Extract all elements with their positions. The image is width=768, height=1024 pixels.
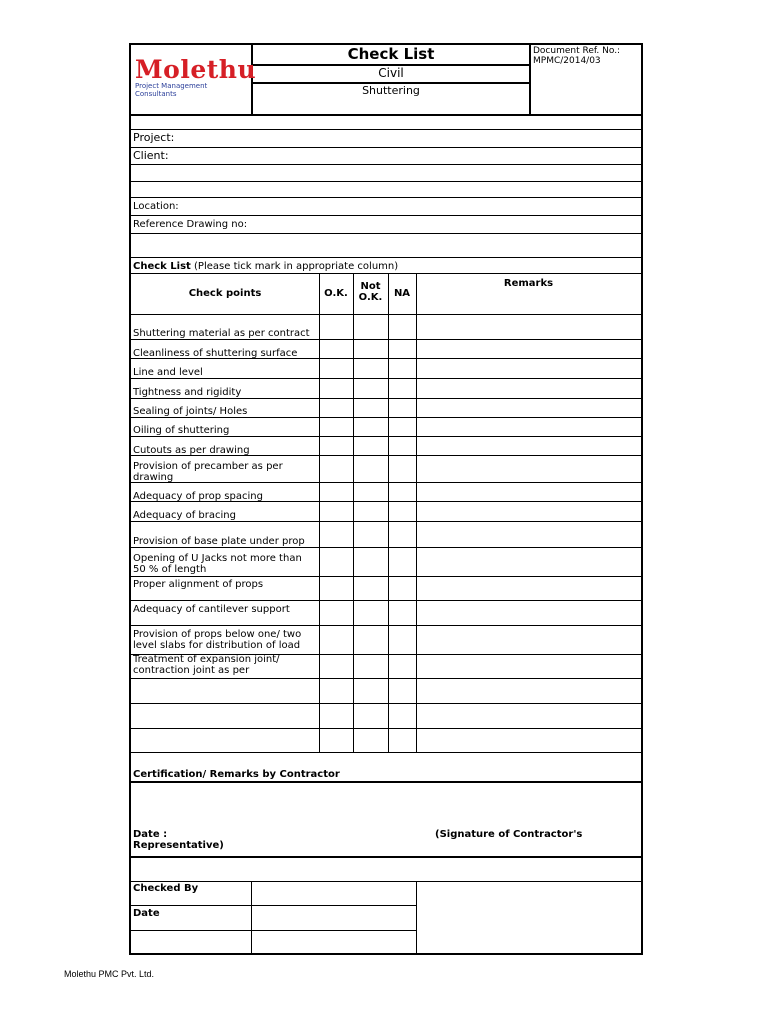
ok-cell[interactable] bbox=[319, 417, 353, 436]
ok-cell[interactable] bbox=[319, 521, 353, 547]
checked-by-label: Checked By bbox=[133, 883, 199, 894]
not-ok-cell[interactable] bbox=[353, 521, 388, 547]
document-ref bbox=[533, 46, 641, 66]
checkpoint-item: Tightness and rigidity bbox=[133, 387, 242, 398]
column-header-not-ok-line1: Not bbox=[360, 281, 381, 292]
not-ok-cell[interactable] bbox=[353, 398, 388, 417]
column-header-not-ok bbox=[353, 281, 388, 303]
remarks-cell[interactable] bbox=[416, 576, 641, 600]
remarks-cell[interactable] bbox=[416, 455, 641, 482]
ok-cell[interactable] bbox=[319, 600, 353, 625]
company-logo bbox=[135, 55, 257, 101]
ok-cell[interactable] bbox=[319, 358, 353, 378]
ok-cell[interactable] bbox=[319, 378, 353, 398]
not-ok-cell[interactable] bbox=[353, 625, 388, 654]
ok-cell[interactable] bbox=[319, 314, 353, 339]
column-header-check-points: Check points bbox=[188, 288, 262, 299]
checkpoint-item: Opening of U Jacks not more than 50 % of length bbox=[133, 553, 302, 575]
not-ok-cell[interactable] bbox=[353, 654, 388, 678]
not-ok-cell[interactable] bbox=[353, 378, 388, 398]
not-ok-cell[interactable] bbox=[353, 455, 388, 482]
na-cell[interactable] bbox=[388, 547, 416, 576]
document-ref-value: MPMC/2014/03 bbox=[533, 56, 601, 66]
certification-date-label: Date : bbox=[133, 829, 168, 840]
na-cell[interactable] bbox=[388, 358, 416, 378]
project-label: Project: bbox=[133, 131, 175, 144]
not-ok-cell[interactable] bbox=[353, 339, 388, 358]
checkpoint-item: Adequacy of cantilever support bbox=[133, 604, 290, 615]
column-header-na: NA bbox=[393, 288, 411, 299]
footer-company: Molethu PMC Pvt. Ltd. bbox=[64, 969, 155, 979]
na-cell[interactable] bbox=[388, 398, 416, 417]
remarks-cell[interactable] bbox=[416, 358, 641, 378]
not-ok-cell[interactable] bbox=[353, 576, 388, 600]
column-header-remarks: Remarks bbox=[503, 278, 554, 289]
client-label: Client: bbox=[133, 149, 169, 162]
checkpoint-item: Line and level bbox=[133, 367, 203, 378]
document-ref-label: Document Ref. No.: bbox=[533, 46, 621, 56]
checkpoint-item: Cutouts as per drawing bbox=[133, 445, 250, 456]
checkpoint-item: Treatment of expansion joint/ contraction joint as per bbox=[133, 654, 280, 676]
location-label: Location: bbox=[133, 201, 179, 212]
not-ok-cell[interactable] bbox=[353, 314, 388, 339]
remarks-cell[interactable] bbox=[416, 501, 641, 521]
logo-wordmark: Molethu bbox=[135, 55, 257, 84]
na-cell[interactable] bbox=[388, 417, 416, 436]
ok-cell[interactable] bbox=[319, 398, 353, 417]
remarks-cell[interactable] bbox=[416, 398, 641, 417]
activity-label: Shuttering bbox=[362, 84, 420, 97]
not-ok-cell[interactable] bbox=[353, 436, 388, 455]
ok-cell[interactable] bbox=[319, 436, 353, 455]
remarks-cell[interactable] bbox=[416, 482, 641, 501]
form-title: Check List bbox=[347, 45, 435, 63]
remarks-cell[interactable] bbox=[416, 378, 641, 398]
remarks-cell[interactable] bbox=[416, 625, 641, 654]
not-ok-cell[interactable] bbox=[353, 501, 388, 521]
remarks-cell[interactable] bbox=[416, 339, 641, 358]
not-ok-cell[interactable] bbox=[353, 600, 388, 625]
na-cell[interactable] bbox=[388, 378, 416, 398]
checkpoint-item: Provision of precamber as per drawing bbox=[133, 461, 283, 483]
na-cell[interactable] bbox=[388, 436, 416, 455]
checklist-heading-title: Check List bbox=[133, 261, 191, 272]
remarks-cell[interactable] bbox=[416, 547, 641, 576]
remarks-cell[interactable] bbox=[416, 436, 641, 455]
checkpoint-item: Oiling of shuttering bbox=[133, 425, 230, 436]
ok-cell[interactable] bbox=[319, 547, 353, 576]
checklist-heading bbox=[133, 261, 398, 272]
contractor-signature-label: (Signature of Contractor's bbox=[435, 829, 583, 840]
na-cell[interactable] bbox=[388, 455, 416, 482]
checklist-form bbox=[129, 43, 643, 955]
ok-cell[interactable] bbox=[319, 455, 353, 482]
not-ok-cell[interactable] bbox=[353, 417, 388, 436]
na-cell[interactable] bbox=[388, 521, 416, 547]
checkpoint-item: Cleanliness of shuttering surface bbox=[133, 348, 298, 359]
not-ok-cell[interactable] bbox=[353, 482, 388, 501]
na-cell[interactable] bbox=[388, 600, 416, 625]
checkpoint-item: Adequacy of bracing bbox=[133, 510, 236, 521]
remarks-cell[interactable] bbox=[416, 521, 641, 547]
certification-heading: Certification/ Remarks by Contractor bbox=[133, 769, 340, 780]
column-header-ok: O.K. bbox=[324, 288, 348, 299]
logo-subtitle: Project Management Consultants bbox=[135, 82, 208, 98]
ok-cell[interactable] bbox=[319, 576, 353, 600]
na-cell[interactable] bbox=[388, 625, 416, 654]
contractor-representative-label: Representative) bbox=[133, 840, 224, 851]
remarks-cell[interactable] bbox=[416, 314, 641, 339]
checkpoint-item: Adequacy of prop spacing bbox=[133, 491, 263, 502]
checkpoint-item: Sealing of joints/ Holes bbox=[133, 406, 248, 417]
ok-cell[interactable] bbox=[319, 339, 353, 358]
checked-date-label: Date bbox=[133, 908, 160, 919]
ok-cell[interactable] bbox=[319, 482, 353, 501]
discipline-label: Civil bbox=[378, 66, 404, 80]
na-cell[interactable] bbox=[388, 576, 416, 600]
na-cell[interactable] bbox=[388, 501, 416, 521]
reference-drawing-label: Reference Drawing no: bbox=[133, 219, 248, 230]
na-cell[interactable] bbox=[388, 482, 416, 501]
na-cell[interactable] bbox=[388, 654, 416, 678]
not-ok-cell[interactable] bbox=[353, 547, 388, 576]
checkpoint-item: Provision of props below one/ two level slabs for distribution of load bbox=[133, 629, 302, 651]
checkpoint-item: Provision of base plate under prop bbox=[133, 536, 305, 547]
ok-cell[interactable] bbox=[319, 625, 353, 654]
checkpoint-item: Proper alignment of props bbox=[133, 579, 264, 590]
remarks-cell[interactable] bbox=[416, 417, 641, 436]
not-ok-cell[interactable] bbox=[353, 358, 388, 378]
na-cell[interactable] bbox=[388, 314, 416, 339]
ok-cell[interactable] bbox=[319, 501, 353, 521]
checkpoint-item: Shuttering material as per contract bbox=[133, 328, 310, 339]
column-header-not-ok-line2: O.K. bbox=[358, 292, 383, 303]
remarks-cell[interactable] bbox=[416, 654, 641, 678]
na-cell[interactable] bbox=[388, 339, 416, 358]
remarks-cell[interactable] bbox=[416, 600, 641, 625]
ok-cell[interactable] bbox=[319, 654, 353, 678]
checklist-heading-note: (Please tick mark in appropriate column) bbox=[194, 261, 399, 272]
